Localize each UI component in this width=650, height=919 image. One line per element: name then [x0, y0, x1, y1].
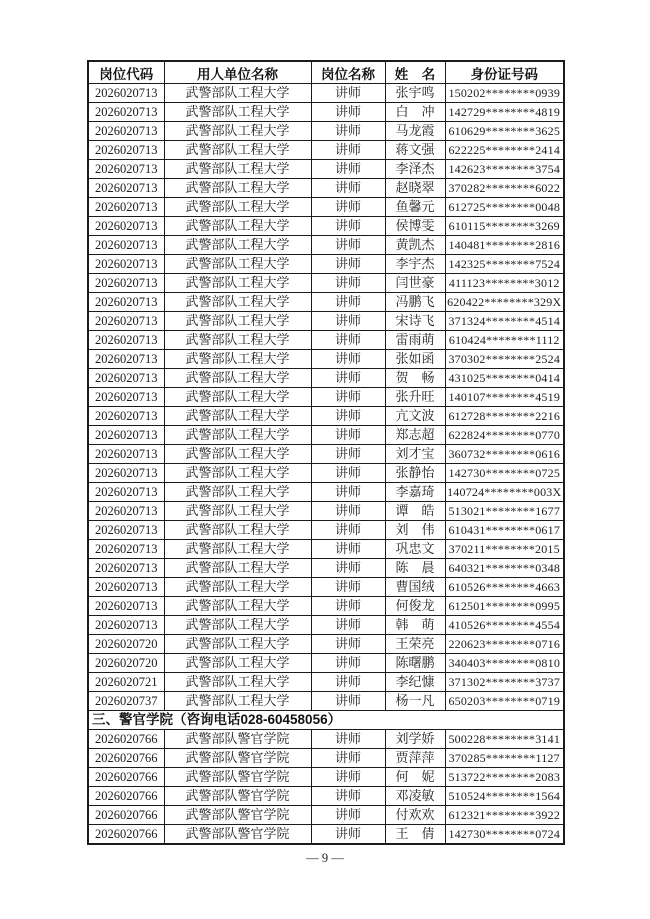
cell-employer: 武警部队工程大学: [164, 521, 311, 540]
cell-name: 马龙霞: [385, 122, 445, 141]
cell-position: 讲师: [311, 141, 385, 160]
cell-position: 讲师: [311, 502, 385, 521]
cell-id: 142325********7524: [445, 255, 564, 274]
cell-position: 讲师: [311, 749, 385, 768]
cell-position: 讲师: [311, 730, 385, 749]
section-title: 三、警官学院（咨询电话028-60458056）: [88, 711, 564, 730]
table-row: [88, 654, 564, 673]
cell-code: 2026020713: [88, 198, 164, 217]
table-row: [88, 673, 564, 692]
table-body: [88, 84, 564, 845]
cell-id: 142729********4819: [445, 103, 564, 122]
cell-code: 2026020766: [88, 768, 164, 787]
cell-employer: 武警部队工程大学: [164, 84, 311, 103]
cell-position: 讲师: [311, 388, 385, 407]
cell-code: 2026020713: [88, 502, 164, 521]
table-row: [88, 179, 564, 198]
cell-position: 讲师: [311, 692, 385, 711]
cell-id: 640321********0348: [445, 559, 564, 578]
table-row: [88, 84, 564, 103]
cell-code: 2026020713: [88, 217, 164, 236]
cell-id: 220623********0716: [445, 635, 564, 654]
cell-id: 140724********003X: [445, 483, 564, 502]
table-row: [88, 787, 564, 806]
table-row: [88, 692, 564, 711]
cell-position: 讲师: [311, 616, 385, 635]
column-header: 岗位代码: [88, 61, 164, 84]
cell-code: 2026020720: [88, 635, 164, 654]
table-row: [88, 388, 564, 407]
cell-code: 2026020713: [88, 521, 164, 540]
cell-name: 亢文波: [385, 407, 445, 426]
cell-position: 讲师: [311, 806, 385, 825]
cell-name: 宋诗飞: [385, 312, 445, 331]
table-header-row: [88, 61, 564, 84]
table-row: [88, 521, 564, 540]
cell-position: 讲师: [311, 654, 385, 673]
cell-code: 2026020713: [88, 445, 164, 464]
cell-employer: 武警部队工程大学: [164, 293, 311, 312]
cell-employer: 武警部队工程大学: [164, 198, 311, 217]
cell-position: 讲师: [311, 445, 385, 464]
table-row: [88, 122, 564, 141]
cell-name: 陈 晨: [385, 559, 445, 578]
table-row: [88, 331, 564, 350]
cell-id: 360732********0616: [445, 445, 564, 464]
cell-id: 371302********3737: [445, 673, 564, 692]
cell-code: 2026020713: [88, 141, 164, 160]
cell-employer: 武警部队工程大学: [164, 654, 311, 673]
column-header: 岗位名称: [311, 61, 385, 84]
cell-id: 513021********1677: [445, 502, 564, 521]
cell-name: 巩忠文: [385, 540, 445, 559]
cell-employer: 武警部队工程大学: [164, 122, 311, 141]
cell-employer: 武警部队工程大学: [164, 464, 311, 483]
cell-position: 讲师: [311, 274, 385, 293]
cell-name: 曹国绒: [385, 578, 445, 597]
cell-position: 讲师: [311, 217, 385, 236]
cell-name: 谭 皓: [385, 502, 445, 521]
cell-name: 张静怡: [385, 464, 445, 483]
cell-employer: 武警部队工程大学: [164, 141, 311, 160]
cell-id: 622824********0770: [445, 426, 564, 445]
cell-employer: 武警部队工程大学: [164, 692, 311, 711]
cell-name: 李嘉琦: [385, 483, 445, 502]
table-row: [88, 293, 564, 312]
cell-employer: 武警部队工程大学: [164, 597, 311, 616]
table-row: [88, 559, 564, 578]
table-row: [88, 236, 564, 255]
cell-position: 讲师: [311, 103, 385, 122]
cell-employer: 武警部队工程大学: [164, 540, 311, 559]
cell-position: 讲师: [311, 787, 385, 806]
cell-name: 刘学娇: [385, 730, 445, 749]
cell-id: 140481********2816: [445, 236, 564, 255]
table-row: [88, 578, 564, 597]
cell-name: 李宇杰: [385, 255, 445, 274]
cell-code: 2026020713: [88, 293, 164, 312]
cell-position: 讲师: [311, 255, 385, 274]
cell-position: 讲师: [311, 84, 385, 103]
cell-id: 370211********2015: [445, 540, 564, 559]
cell-code: 2026020737: [88, 692, 164, 711]
cell-id: 650203********0719: [445, 692, 564, 711]
cell-id: 622225********2414: [445, 141, 564, 160]
cell-position: 讲师: [311, 635, 385, 654]
cell-name: 何 妮: [385, 768, 445, 787]
cell-employer: 武警部队工程大学: [164, 616, 311, 635]
cell-name: 王荣亮: [385, 635, 445, 654]
cell-position: 讲师: [311, 559, 385, 578]
cell-code: 2026020713: [88, 597, 164, 616]
cell-id: 142730********0724: [445, 825, 564, 845]
table-row: [88, 806, 564, 825]
cell-id: 371324********4514: [445, 312, 564, 331]
column-header: 身份证号码: [445, 61, 564, 84]
table-row: [88, 160, 564, 179]
cell-name: 何俊龙: [385, 597, 445, 616]
cell-position: 讲师: [311, 369, 385, 388]
table-row: [88, 217, 564, 236]
cell-employer: 武警部队警官学院: [164, 825, 311, 845]
cell-id: 612321********3922: [445, 806, 564, 825]
cell-employer: 武警部队工程大学: [164, 502, 311, 521]
table-row: [88, 540, 564, 559]
cell-id: 370302********2524: [445, 350, 564, 369]
cell-code: 2026020713: [88, 103, 164, 122]
cell-name: 鱼馨元: [385, 198, 445, 217]
cell-code: 2026020713: [88, 369, 164, 388]
cell-id: 142623********3754: [445, 160, 564, 179]
cell-position: 讲师: [311, 521, 385, 540]
table-row: [88, 407, 564, 426]
cell-employer: 武警部队工程大学: [164, 635, 311, 654]
cell-id: 612725********0048: [445, 198, 564, 217]
cell-id: 610115********3269: [445, 217, 564, 236]
cell-id: 411123********3012: [445, 274, 564, 293]
table-row: [88, 274, 564, 293]
cell-code: 2026020713: [88, 255, 164, 274]
cell-id: 610629********3625: [445, 122, 564, 141]
table-row: [88, 597, 564, 616]
table-row: [88, 255, 564, 274]
cell-id: 610526********4663: [445, 578, 564, 597]
cell-code: 2026020766: [88, 730, 164, 749]
table-row: [88, 198, 564, 217]
cell-id: 612728********2216: [445, 407, 564, 426]
cell-position: 讲师: [311, 407, 385, 426]
cell-id: 150202********0939: [445, 84, 564, 103]
cell-id: 610424********1112: [445, 331, 564, 350]
table-row: [88, 635, 564, 654]
table-row: [88, 749, 564, 768]
cell-name: 冯鹏飞: [385, 293, 445, 312]
cell-code: 2026020766: [88, 825, 164, 845]
cell-code: 2026020713: [88, 559, 164, 578]
cell-position: 讲师: [311, 312, 385, 331]
cell-name: 张如函: [385, 350, 445, 369]
table-row: [88, 445, 564, 464]
cell-code: 2026020713: [88, 179, 164, 198]
cell-employer: 武警部队工程大学: [164, 673, 311, 692]
cell-position: 讲师: [311, 464, 385, 483]
table-row: [88, 103, 564, 122]
cell-code: 2026020713: [88, 483, 164, 502]
cell-employer: 武警部队工程大学: [164, 103, 311, 122]
cell-employer: 武警部队工程大学: [164, 388, 311, 407]
cell-code: 2026020713: [88, 274, 164, 293]
cell-position: 讲师: [311, 350, 385, 369]
cell-code: 2026020766: [88, 806, 164, 825]
cell-id: 370282********6022: [445, 179, 564, 198]
cell-employer: 武警部队警官学院: [164, 787, 311, 806]
cell-id: 620422********329X: [445, 293, 564, 312]
column-header: 用人单位名称: [164, 61, 311, 84]
cell-position: 讲师: [311, 597, 385, 616]
table-row: [88, 483, 564, 502]
cell-code: 2026020713: [88, 350, 164, 369]
cell-name: 侯博雯: [385, 217, 445, 236]
cell-employer: 武警部队工程大学: [164, 445, 311, 464]
cell-name: 赵晓翠: [385, 179, 445, 198]
cell-id: 410526********4554: [445, 616, 564, 635]
cell-name: 雷雨萌: [385, 331, 445, 350]
cell-code: 2026020766: [88, 749, 164, 768]
cell-employer: 武警部队工程大学: [164, 559, 311, 578]
cell-position: 讲师: [311, 331, 385, 350]
table-row: [88, 768, 564, 787]
cell-employer: 武警部队工程大学: [164, 369, 311, 388]
table-row: [88, 369, 564, 388]
cell-code: 2026020713: [88, 388, 164, 407]
cell-name: 蒋文强: [385, 141, 445, 160]
cell-position: 讲师: [311, 673, 385, 692]
cell-employer: 武警部队警官学院: [164, 768, 311, 787]
cell-employer: 武警部队警官学院: [164, 749, 311, 768]
table-row: [88, 350, 564, 369]
cell-position: 讲师: [311, 179, 385, 198]
cell-code: 2026020713: [88, 578, 164, 597]
cell-employer: 武警部队警官学院: [164, 730, 311, 749]
cell-code: 2026020713: [88, 464, 164, 483]
cell-code: 2026020713: [88, 236, 164, 255]
cell-employer: 武警部队工程大学: [164, 312, 311, 331]
cell-employer: 武警部队工程大学: [164, 578, 311, 597]
cell-employer: 武警部队工程大学: [164, 483, 311, 502]
cell-position: 讲师: [311, 293, 385, 312]
cell-employer: 武警部队工程大学: [164, 217, 311, 236]
cell-name: 杨一凡: [385, 692, 445, 711]
cell-name: 贺 畅: [385, 369, 445, 388]
page-number: — 9 —: [306, 851, 344, 865]
cell-position: 讲师: [311, 160, 385, 179]
cell-employer: 武警部队工程大学: [164, 407, 311, 426]
table-row: [88, 426, 564, 445]
cell-employer: 武警部队工程大学: [164, 331, 311, 350]
cell-name: 郑志超: [385, 426, 445, 445]
cell-name: 付欢欢: [385, 806, 445, 825]
cell-name: 刘 伟: [385, 521, 445, 540]
cell-id: 612501********0995: [445, 597, 564, 616]
cell-employer: 武警部队工程大学: [164, 350, 311, 369]
cell-name: 李纪慷: [385, 673, 445, 692]
position-roster-table: [87, 60, 565, 845]
cell-name: 陈曙鹏: [385, 654, 445, 673]
cell-employer: 武警部队工程大学: [164, 255, 311, 274]
table-row: [88, 312, 564, 331]
cell-code: 2026020721: [88, 673, 164, 692]
cell-position: 讲师: [311, 198, 385, 217]
cell-id: 610431********0617: [445, 521, 564, 540]
cell-name: 邓凌敏: [385, 787, 445, 806]
cell-name: 李泽杰: [385, 160, 445, 179]
cell-position: 讲师: [311, 540, 385, 559]
cell-code: 2026020713: [88, 407, 164, 426]
cell-id: 142730********0725: [445, 464, 564, 483]
cell-position: 讲师: [311, 825, 385, 845]
table-row: [88, 825, 564, 845]
cell-code: 2026020720: [88, 654, 164, 673]
cell-employer: 武警部队工程大学: [164, 426, 311, 445]
cell-name: 闫世豪: [385, 274, 445, 293]
cell-name: 刘才宝: [385, 445, 445, 464]
cell-code: 2026020713: [88, 122, 164, 141]
cell-name: 贾萍萍: [385, 749, 445, 768]
cell-employer: 武警部队工程大学: [164, 160, 311, 179]
cell-employer: 武警部队工程大学: [164, 179, 311, 198]
cell-code: 2026020713: [88, 616, 164, 635]
table-row: [88, 464, 564, 483]
cell-code: 2026020713: [88, 84, 164, 103]
table-row: [88, 616, 564, 635]
cell-id: 140107********4519: [445, 388, 564, 407]
column-header: 姓 名: [385, 61, 445, 84]
cell-code: 2026020766: [88, 787, 164, 806]
cell-id: 513722********2083: [445, 768, 564, 787]
cell-name: 韩 萌: [385, 616, 445, 635]
cell-position: 讲师: [311, 122, 385, 141]
cell-position: 讲师: [311, 768, 385, 787]
cell-id: 500228********3141: [445, 730, 564, 749]
cell-id: 510524********1564: [445, 787, 564, 806]
cell-code: 2026020713: [88, 160, 164, 179]
cell-code: 2026020713: [88, 331, 164, 350]
cell-name: 王 倩: [385, 825, 445, 845]
cell-name: 白 冲: [385, 103, 445, 122]
cell-code: 2026020713: [88, 312, 164, 331]
cell-id: 340403********0810: [445, 654, 564, 673]
cell-employer: 武警部队工程大学: [164, 274, 311, 293]
table-row: [88, 502, 564, 521]
cell-employer: 武警部队工程大学: [164, 236, 311, 255]
section-header-row: [88, 711, 564, 730]
cell-employer: 武警部队警官学院: [164, 806, 311, 825]
cell-position: 讲师: [311, 236, 385, 255]
cell-position: 讲师: [311, 578, 385, 597]
cell-position: 讲师: [311, 483, 385, 502]
cell-id: 370285********1127: [445, 749, 564, 768]
cell-position: 讲师: [311, 426, 385, 445]
table-row: [88, 141, 564, 160]
cell-name: 黄凯杰: [385, 236, 445, 255]
cell-id: 431025********0414: [445, 369, 564, 388]
cell-code: 2026020713: [88, 426, 164, 445]
cell-name: 张宇鸣: [385, 84, 445, 103]
cell-name: 张升旺: [385, 388, 445, 407]
cell-code: 2026020713: [88, 540, 164, 559]
table-row: [88, 730, 564, 749]
